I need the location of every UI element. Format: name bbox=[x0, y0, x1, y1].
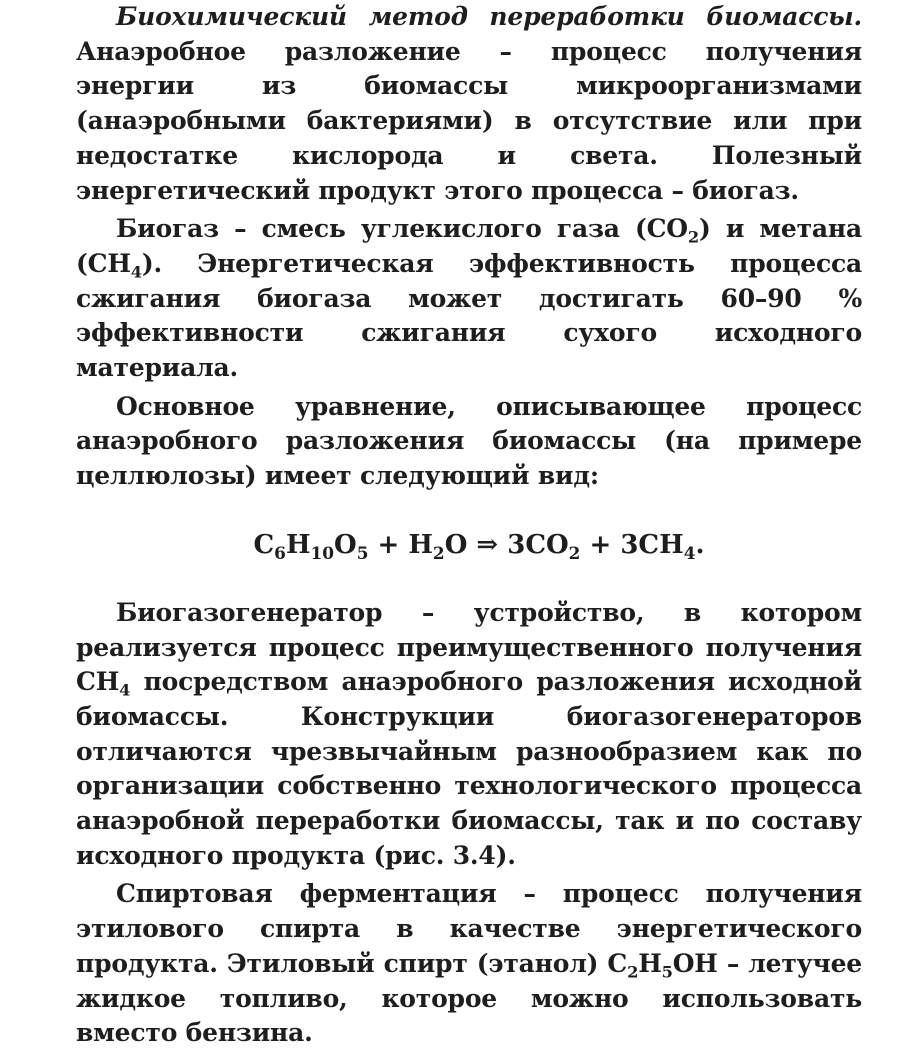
paragraph-text: посредством анаэробного разложения исходной биомассы. Конструкции биогазогенераторов отличаются чрезвычайным разнообразием как по организации собственно технологического процесса анаэробной переработки биомассы, так и по составу исходного продукта (рис. 3.4). bbox=[76, 667, 862, 870]
formula-part: 3CO bbox=[507, 529, 569, 560]
term-alcohol-fermentation: Спиртовая ферментация bbox=[116, 879, 497, 909]
formula-part: . bbox=[695, 529, 705, 560]
subscript: 2 bbox=[432, 542, 445, 563]
formula-part: O bbox=[444, 529, 468, 560]
term-anaerobic-decomposition: Анаэробное разложение bbox=[76, 36, 461, 66]
subscript: 4 bbox=[130, 262, 142, 282]
subscript: 2 bbox=[568, 542, 581, 563]
formula-part: C bbox=[253, 529, 275, 560]
chemical-equation bbox=[76, 529, 862, 563]
paragraph-text: OH – летучее жидкое топливо, которое можно использовать вместо бензина. bbox=[76, 948, 862, 1048]
paragraph-text: – процесс получения этилового спирта в качестве энергетического продукта. Этиловый спирт (этанол) C bbox=[76, 879, 862, 978]
arrow-symbol: ⇒ bbox=[467, 529, 508, 560]
subscript: 2 bbox=[687, 227, 699, 247]
paragraph-text: H bbox=[638, 948, 662, 978]
paragraph-equation-intro bbox=[76, 390, 862, 494]
subscript: 4 bbox=[119, 680, 131, 700]
term-biogas-generator: Биогазогенератор bbox=[116, 597, 383, 627]
paragraph-text: – смесь углекислого газа (CO bbox=[218, 214, 688, 244]
subscript: 6 bbox=[274, 542, 286, 563]
subscript: 4 bbox=[683, 542, 696, 563]
paragraph-text: ) и метана (CH bbox=[76, 214, 862, 278]
term-biogas: Биогаз bbox=[116, 214, 219, 244]
formula-part: + 3CH bbox=[580, 529, 684, 560]
paragraph-text: Основное уравнение, описывающее процесс анаэробного разложения биомассы (на примере целлюлозы) имеет следующий вид: bbox=[76, 391, 862, 491]
subscript: 10 bbox=[310, 542, 335, 563]
paragraph-biochemical-method bbox=[76, 0, 862, 208]
formula-part: + H bbox=[368, 529, 433, 560]
paragraph-text: – процесс получения энергии из биомассы микроорганизмами (анаэробными бактериями) в отсутствие или при недостатке кислорода и света. Полезный энергетический продукт этого процесса – биогаз. bbox=[76, 36, 862, 205]
paragraph-text: ). Энергетическая эффективность процесса сжигания биогаза может достигать 60–90 % эффективности сжигания сухого исходного материала. bbox=[76, 248, 862, 383]
paragraph-alcohol-fermentation bbox=[76, 877, 862, 1051]
paragraph-biogas-generator bbox=[76, 596, 862, 874]
formula-part: O bbox=[334, 529, 357, 560]
section-heading: Биохимический метод переработки биомассы. bbox=[116, 2, 862, 31]
subscript: 2 bbox=[627, 962, 639, 982]
paragraph-text: – устройство, в котором реализуется процесс преимущественного получения CH bbox=[76, 597, 862, 697]
paragraph-biogas bbox=[76, 212, 862, 386]
formula-part: H bbox=[285, 529, 311, 560]
subscript: 5 bbox=[356, 542, 369, 563]
subscript: 5 bbox=[661, 962, 673, 982]
document-page bbox=[76, 0, 862, 1051]
